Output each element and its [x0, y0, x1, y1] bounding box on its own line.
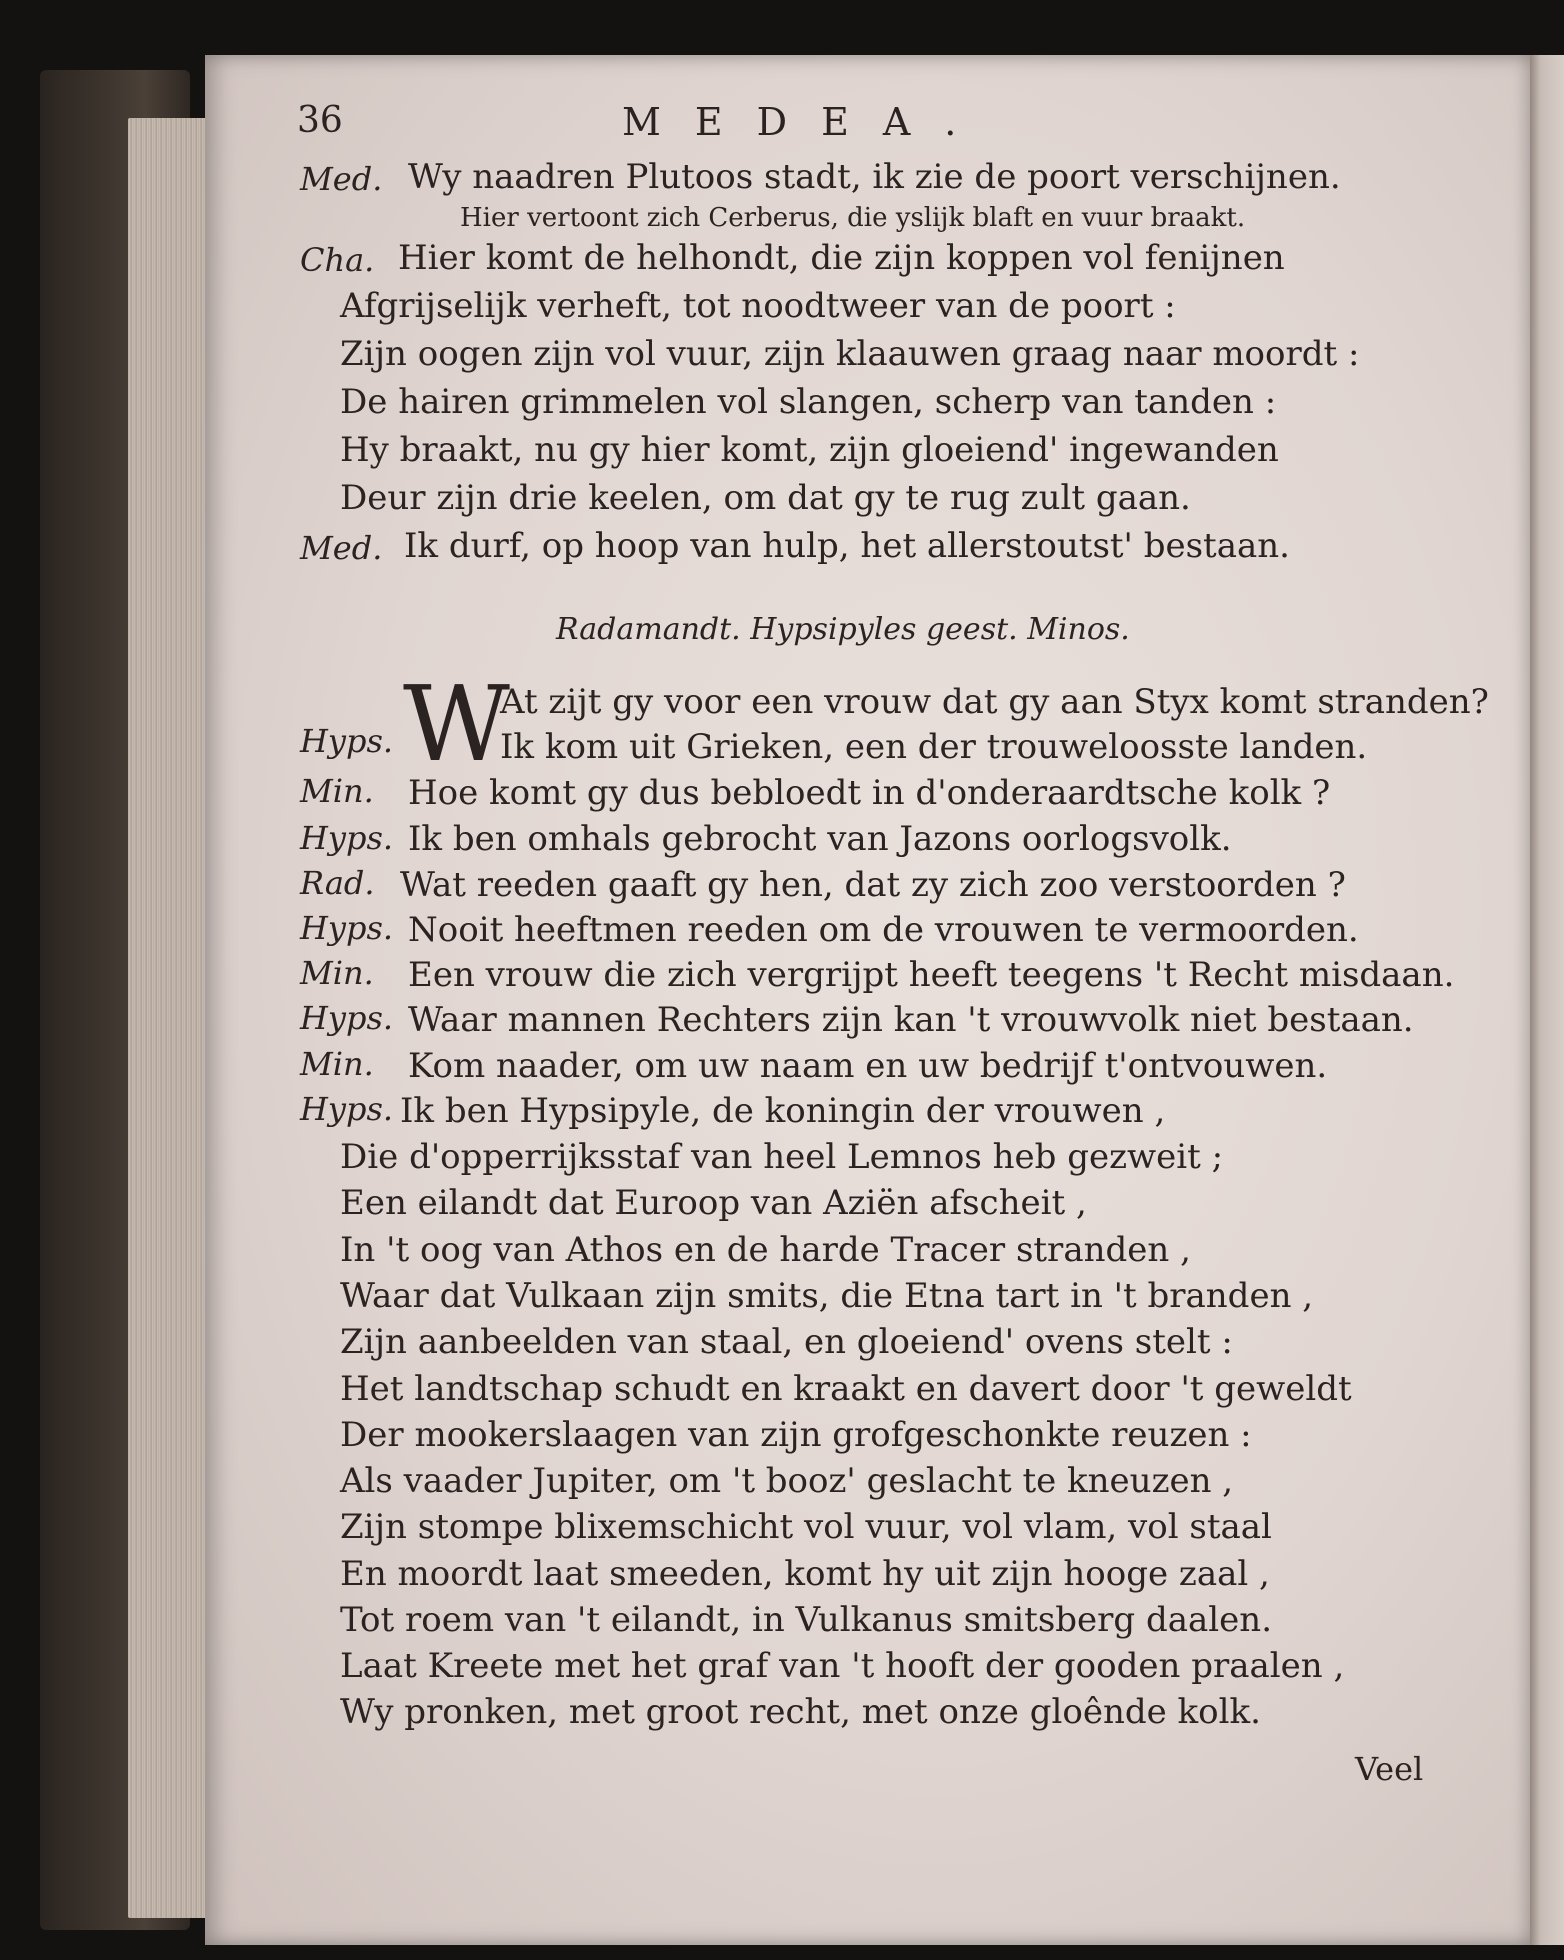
speaker-label: Med.	[300, 160, 383, 198]
verse-line: Tot roem van 't eilandt, in Vulkanus smitsberg daalen.	[340, 1600, 1272, 1640]
verse-line: Ik kom uit Grieken, een der trouweloosste landen.	[500, 727, 1368, 767]
speaker-label: Hyps.	[300, 1090, 394, 1128]
drop-capital: W	[403, 663, 510, 785]
verse-line: Zijn aanbeelden van staal, en gloeiend' ovens stelt :	[340, 1322, 1233, 1362]
verse-line: Waar mannen Rechters zijn kan 't vrouwvolk niet bestaan.	[408, 1000, 1414, 1040]
facing-page-edge	[1525, 55, 1564, 1945]
speaker-label: Min.	[300, 1045, 374, 1083]
verse-line: Wy pronken, met groot recht, met onze gloênde kolk.	[340, 1692, 1261, 1732]
speaker-label: Hyps.	[300, 909, 394, 947]
verse-line: Wat reeden gaaft gy hen, dat zy zich zoo verstoorden ?	[400, 865, 1346, 905]
verse-line: Hy braakt, nu gy hier komt, zijn gloeiend' ingewanden	[340, 430, 1279, 470]
speaker-label: Hyps.	[300, 722, 394, 760]
verse-line: Het landtschap schudt en kraakt en davert door 't geweldt	[340, 1369, 1352, 1409]
verse-line: In 't oog van Athos en de harde Tracer stranden ,	[340, 1230, 1191, 1270]
running-title: MEDEA.	[622, 100, 991, 144]
verse-line: En moordt laat smeeden, komt hy uit zijn hooge zaal ,	[340, 1554, 1270, 1594]
speaker-label: Min.	[300, 772, 374, 810]
verse-line: Zijn stompe blixemschicht vol vuur, vol vlam, vol staal	[340, 1507, 1272, 1547]
verse-line: Als vaader Jupiter, om 't booz' geslacht te kneuzen ,	[340, 1461, 1234, 1501]
verse-line: Kom naader, om uw naam en uw bedrijf t'ontvouwen.	[408, 1046, 1328, 1086]
speaker-label: Hyps.	[300, 819, 394, 857]
verse-line: At zijt gy voor een vrouw dat gy aan Styx komt stranden?	[500, 682, 1489, 722]
scene-heading: Radamandt. Hypsipyles geest. Minos.	[556, 612, 1130, 647]
verse-line: Deur zijn drie keelen, om dat gy te rug zult gaan.	[340, 478, 1191, 518]
verse-line: Nooit heeftmen reeden om de vrouwen te vermoorden.	[408, 910, 1359, 950]
verse-line: Hoe komt gy dus bebloedt in d'onderaardtsche kolk ?	[408, 773, 1331, 813]
verse-line: Wy naadren Plutoos stadt, ik zie de poort verschijnen.	[408, 157, 1341, 197]
verse-line: Ik ben Hypsipyle, de koningin der vrouwen ,	[400, 1091, 1166, 1131]
verse-line: De hairen grimmelen vol slangen, scherp van tanden :	[340, 382, 1277, 422]
verse-line: Laat Kreete met het graf van 't hooft der gooden praalen ,	[340, 1646, 1345, 1686]
speaker-label: Hyps.	[300, 999, 394, 1037]
stage-direction: Hier vertoont zich Cerberus, die yslijk blaft en vuur braakt.	[460, 203, 1246, 233]
verse-line: Ik durf, op hoop van hulp, het allerstoutst' bestaan.	[404, 526, 1290, 566]
speaker-label: Cha.	[300, 241, 375, 279]
verse-line: Een eilandt dat Euroop van Aziën afscheit ,	[340, 1183, 1087, 1223]
page-number: 36	[297, 100, 343, 141]
verse-line: Waar dat Vulkaan zijn smits, die Etna tart in 't branden ,	[340, 1276, 1314, 1316]
verse-line: Zijn oogen zijn vol vuur, zijn klaauwen graag naar moordt :	[340, 334, 1360, 374]
verse-line: Ik ben omhals gebrocht van Jazons oorlogsvolk.	[408, 819, 1232, 859]
verse-line: Hier komt de helhondt, die zijn koppen vol fenijnen	[398, 238, 1285, 278]
verse-line: Die d'opperrijksstaf van heel Lemnos heb gezweit ;	[340, 1137, 1224, 1177]
verse-line: Afgrijselijk verheft, tot noodtweer van de poort :	[340, 286, 1176, 326]
speaker-label: Med.	[300, 529, 383, 567]
speaker-label: Rad.	[300, 864, 375, 902]
verse-line: Een vrouw die zich vergrijpt heeft teegens 't Recht misdaan.	[408, 955, 1455, 995]
verse-line: Der mookerslaagen van zijn grofgeschonkte reuzen :	[340, 1415, 1252, 1455]
catchword: Veel	[1355, 1750, 1424, 1788]
speaker-label: Min.	[300, 954, 374, 992]
